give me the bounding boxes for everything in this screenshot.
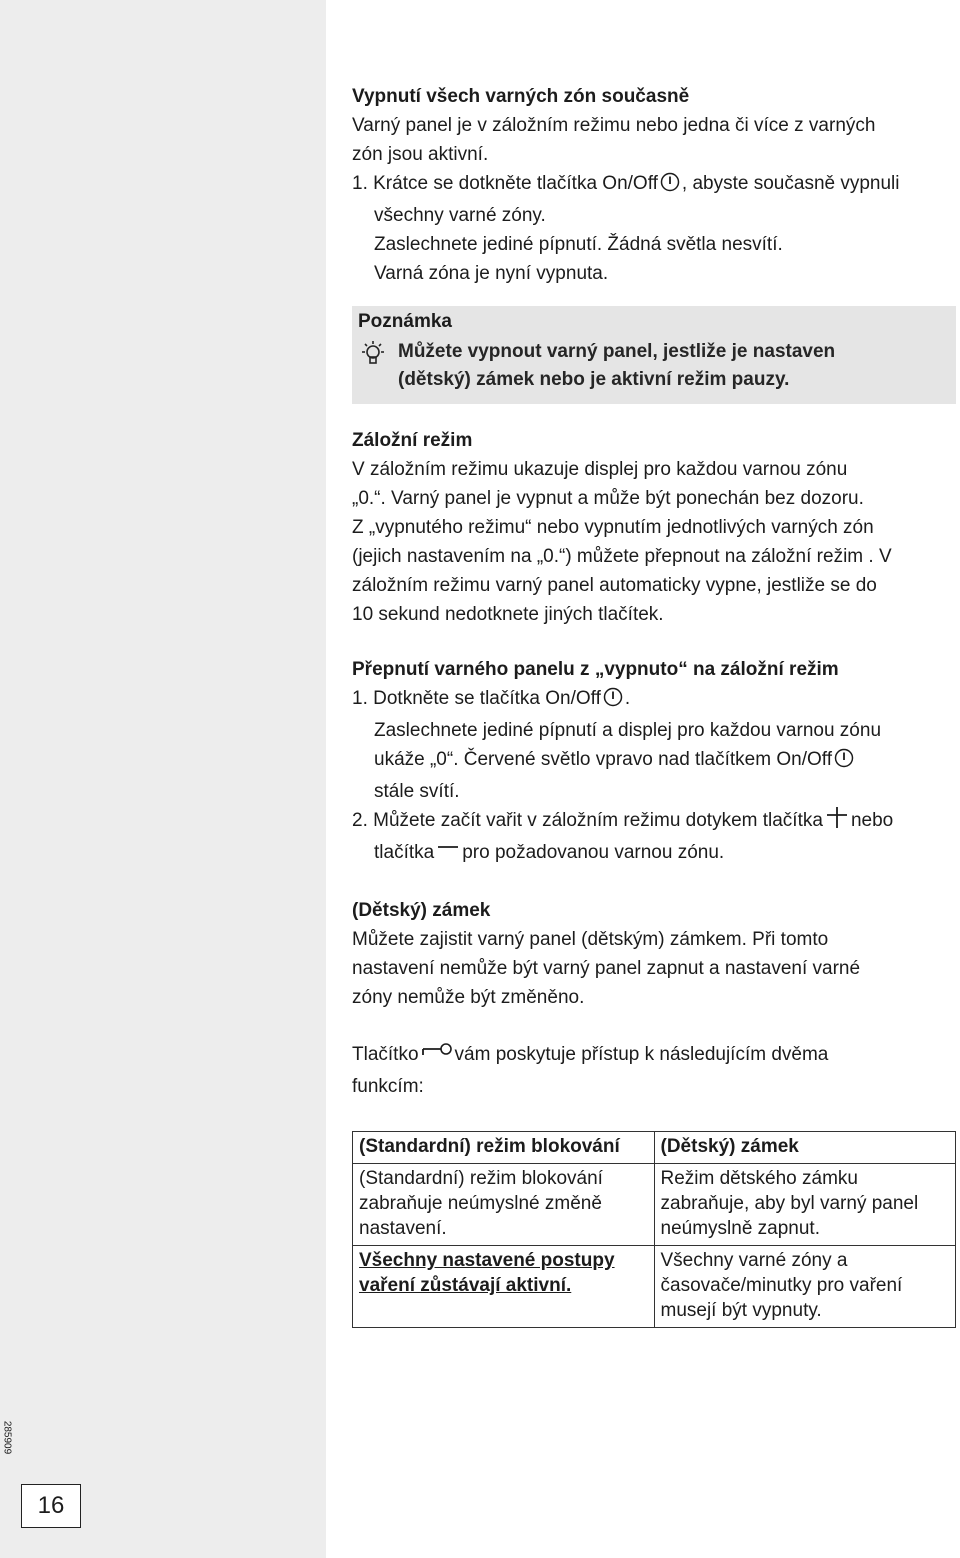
note-box	[352, 306, 956, 404]
lock-modes-table	[352, 1131, 956, 1328]
key-icon	[421, 1043, 453, 1072]
paragraph-line: nastavení nemůže být varný panel zapnut a nastavení varné	[352, 958, 861, 979]
paragraph-line: Tlačítko vám poskytuje přístup k následujícím dvěma	[352, 1040, 958, 1072]
table-cell: Režim dětského zámku zabraňuje, aby byl varný panel neúmyslně zapnut.	[654, 1164, 956, 1246]
power-icon	[660, 172, 680, 201]
step-1: 1. Krátce se dotkněte tlačítka On/Off , abyste současně vypnuli	[352, 169, 958, 201]
page-content	[352, 82, 958, 1328]
table-header-cell: (Dětský) zámek	[654, 1132, 956, 1164]
paragraph-line: Můžete zajistit varný panel (dětským) zámkem. Při tomto	[352, 929, 829, 950]
section-standby	[352, 426, 958, 629]
paragraph-line: zón jsou aktivní.	[352, 144, 489, 165]
paragraph-line: Z „vypnutého režimu“ nebo vypnutím jednotlivých varných zón	[352, 517, 874, 538]
minus-icon	[436, 841, 460, 870]
step-2: 2. Můžete začít vařit v záložním režimu dotykem tlačítka nebo	[352, 806, 958, 838]
paragraph-line: zóny nemůže být změněno.	[352, 987, 585, 1008]
paragraph-line: 10 sekund nedotknete jiných tlačítek.	[352, 604, 664, 625]
step-1: 1. Dotkněte se tlačítka On/Off .	[352, 684, 958, 716]
paragraph-line: stále svítí.	[374, 781, 460, 802]
table-cell	[353, 1246, 655, 1328]
paragraph-line: tlačítka pro požadovanou varnou zónu.	[352, 838, 958, 870]
paragraph-line: Varný panel je v záložním režimu nebo jedna či více z varných	[352, 115, 876, 136]
paragraph-line: Varná zóna je nyní vypnuta.	[374, 263, 609, 284]
table-cell: Všechny varné zóny a časovače/minutky pro vaření musejí být vypnuty.	[654, 1246, 956, 1328]
section-heading: Záložní režim	[352, 430, 473, 451]
section-heading: Vypnutí všech varných zón současně	[352, 86, 690, 107]
document-code: 285909	[1, 1420, 13, 1455]
section-switch	[352, 655, 958, 870]
table-cell: (Standardní) režim blokování zabraňuje neúmyslné změně nastavení.	[353, 1164, 655, 1246]
paragraph-line: (jejich nastavením na „0.“) můžete přepnout na záložní režim . V	[352, 546, 892, 567]
paragraph-line: ukáže „0“. Červené světlo vpravo nad tlačítkem On/Off	[352, 745, 958, 777]
paragraph-line: funkcím:	[352, 1076, 424, 1097]
page-sidebar	[0, 0, 326, 1558]
table-row	[353, 1164, 956, 1246]
page-number: 16	[21, 1484, 81, 1528]
plus-icon	[825, 807, 849, 838]
power-icon	[834, 748, 854, 777]
paragraph-line: všechny varné zóny.	[374, 205, 546, 226]
note-line: Můžete vypnout varný panel, jestliže je nastaven	[398, 341, 836, 362]
section-lock	[352, 896, 958, 1101]
note-title: Poznámka	[358, 311, 452, 332]
lightbulb-icon	[358, 338, 398, 379]
note-line: (dětský) zámek nebo je aktivní režim pauzy.	[398, 369, 790, 390]
power-icon	[603, 687, 623, 716]
paragraph-line: Zaslechnete jediné pípnutí. Žádná světla nesvítí.	[374, 234, 783, 255]
paragraph-line: Zaslechnete jediné pípnutí a displej pro každou varnou zónu	[374, 720, 882, 741]
emphasized-text: Všechny nastavené postupy vaření zůstávají aktivní.	[359, 1250, 615, 1296]
section-off-all	[352, 82, 958, 288]
paragraph-line: „0.“. Varný panel je vypnut a může být ponechán bez dozoru.	[352, 488, 864, 509]
paragraph-line: V záložním režimu ukazuje displej pro každou varnou zónu	[352, 459, 848, 480]
table-header-cell: (Standardní) režim blokování	[353, 1132, 655, 1164]
table-row	[353, 1246, 956, 1328]
paragraph-line: záložním režimu varný panel automaticky vypne, jestliže se do	[352, 575, 877, 596]
table-header-row	[353, 1132, 956, 1164]
section-heading: Přepnutí varného panelu z „vypnuto“ na záložní režim	[352, 659, 839, 680]
section-heading: (Dětský) zámek	[352, 900, 491, 921]
